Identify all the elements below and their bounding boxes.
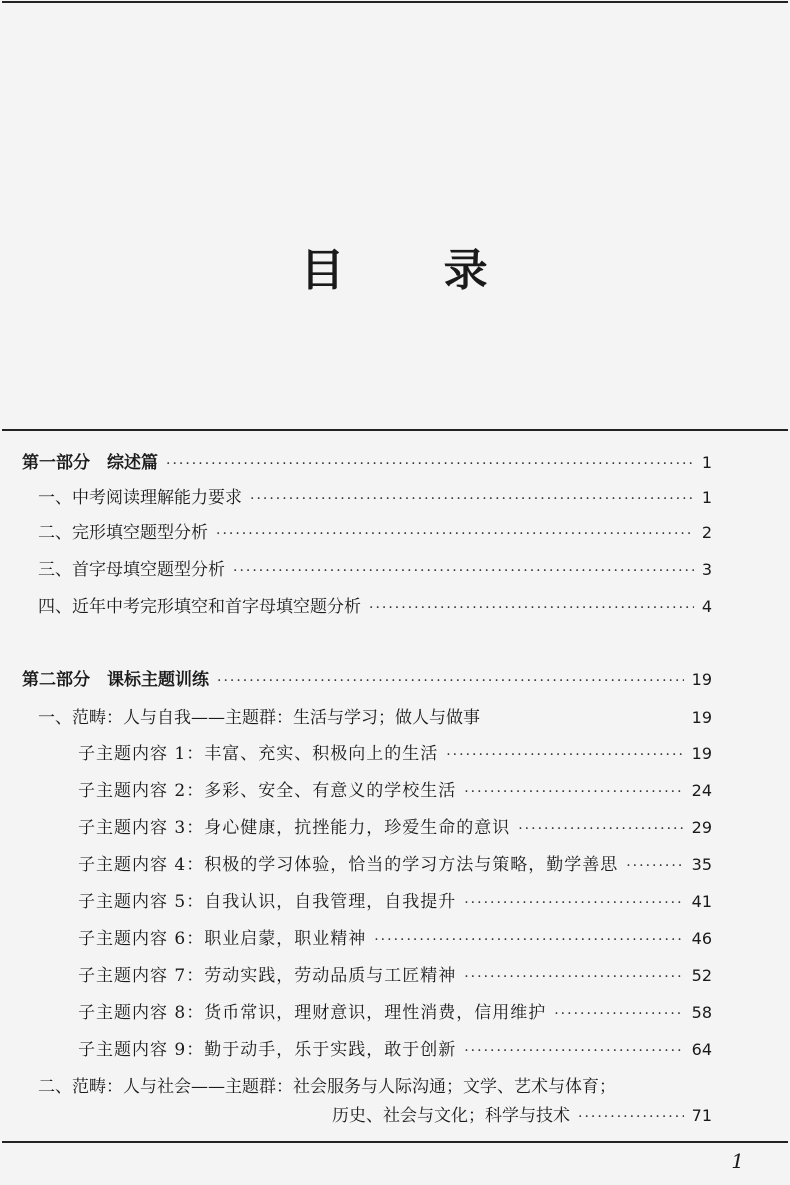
dot-leader: [464, 1043, 683, 1059]
toc-entry-label: 子主题内容 3：身心健康，抗挫能力，珍爱生命的意识: [78, 818, 511, 838]
toc-entry-section-continued[interactable]: [332, 1101, 712, 1127]
dot-leader: [554, 1006, 683, 1022]
dot-leader: [369, 600, 694, 616]
toc-page-number: 1: [701, 488, 712, 507]
toc-entry-subtopic[interactable]: [78, 813, 712, 839]
toc-entry-label: 三、首字母填空题型分析: [38, 560, 225, 580]
dot-leader: [464, 969, 683, 985]
toc-entry-subtopic[interactable]: [78, 1035, 712, 1061]
toc-page-number: 41: [691, 892, 712, 911]
toc-entry-part-2[interactable]: [22, 665, 712, 691]
toc-entry-label: 子主题内容 1：丰富、充实、积极向上的生活: [78, 744, 439, 764]
toc-page-number: 1: [701, 453, 712, 472]
toc-page-number: 46: [691, 929, 712, 948]
toc-entry-label: 一、中考阅读理解能力要求: [38, 488, 242, 508]
toc-page-number: 24: [691, 781, 712, 800]
dot-leader: [216, 526, 694, 542]
toc-entry-label: 二、范畴：人与社会——主题群：社会服务与人际沟通；文学、艺术与体育；: [38, 1077, 616, 1097]
dot-leader: [446, 747, 683, 763]
toc-entry-subtopic[interactable]: [78, 887, 712, 913]
toc-page-number: 71: [691, 1106, 712, 1125]
top-rule: [2, 1, 788, 3]
dot-leader: [626, 858, 683, 874]
toc-entry-subtopic[interactable]: [78, 739, 712, 765]
dot-leader: [374, 932, 683, 948]
toc-entry-label: 子主题内容 7：劳动实践，劳动品质与工匠精神: [78, 966, 457, 986]
toc-entry-label: 子主题内容 2：多彩、安全、有意义的学校生活: [78, 781, 457, 801]
page-title: 目 录: [300, 245, 530, 296]
toc-entry-subtopic[interactable]: [78, 998, 712, 1024]
toc-entry-label: 子主题内容 9：勤于动手，乐于实践，敢于创新: [78, 1040, 457, 1060]
dot-leader: [464, 895, 683, 911]
toc-entry-section[interactable]: [38, 592, 712, 618]
toc-entry-label: 第一部分 综述篇: [22, 453, 158, 473]
toc-entry-section[interactable]: [38, 703, 712, 729]
toc-page-number: 2: [701, 523, 712, 542]
toc-page-number: 4: [701, 597, 712, 616]
toc-page-number: 19: [691, 744, 712, 763]
toc-entry-label: 二、完形填空题型分析: [38, 523, 208, 543]
toc-entry-section[interactable]: [38, 555, 712, 581]
toc-page-number: 29: [691, 818, 712, 837]
toc-page-number: 3: [701, 560, 712, 579]
dot-leader: [233, 563, 694, 579]
bottom-rule: [2, 1141, 788, 1143]
toc-entry-subtopic[interactable]: [78, 961, 712, 987]
dot-leader: [217, 673, 684, 689]
toc-entry-label: 一、范畴：人与自我——主题群：生活与学习；做人与做事: [38, 708, 480, 728]
toc-entry-section[interactable]: [38, 518, 712, 544]
dot-leader: [518, 821, 683, 837]
toc-entry-label: 子主题内容 8：货币常识，理财意识，理性消费，信用维护: [78, 1003, 547, 1023]
toc-entry-section[interactable]: [38, 483, 712, 509]
toc-entry-label: 子主题内容 5：自我认识，自我管理，自我提升: [78, 892, 457, 912]
dot-leader: [250, 491, 694, 507]
toc-page-number: 58: [691, 1003, 712, 1022]
toc-entry-label: 第二部分 课标主题训练: [22, 670, 209, 690]
title-divider: [2, 429, 788, 431]
toc-entry-label: 子主题内容 6：职业启蒙，职业精神: [78, 929, 367, 949]
toc-entry-label: 四、近年中考完形填空和首字母填空题分析: [38, 597, 361, 617]
toc-entry-subtopic[interactable]: [78, 850, 712, 876]
dot-leader: [166, 456, 694, 472]
toc-entry-label: 子主题内容 4：积极的学习体验，恰当的学习方法与策略，勤学善思: [78, 855, 619, 875]
toc-entry-part-1[interactable]: [22, 448, 712, 474]
toc-entry-subtopic[interactable]: [78, 776, 712, 802]
toc-entry-section[interactable]: [38, 1072, 700, 1098]
page-folio: 1: [731, 1149, 744, 1173]
toc-entry-label: 历史、社会与文化；科学与技术: [332, 1106, 570, 1126]
toc-page-number: 35: [691, 855, 712, 874]
toc-entry-subtopic[interactable]: [78, 924, 712, 950]
toc-page-number: 19: [691, 670, 712, 689]
toc-page-number: 52: [691, 966, 712, 985]
dot-leader: [578, 1109, 684, 1125]
dot-leader: [464, 784, 683, 800]
toc-page-number: 64: [691, 1040, 712, 1059]
toc-page-number: 19: [691, 708, 712, 727]
